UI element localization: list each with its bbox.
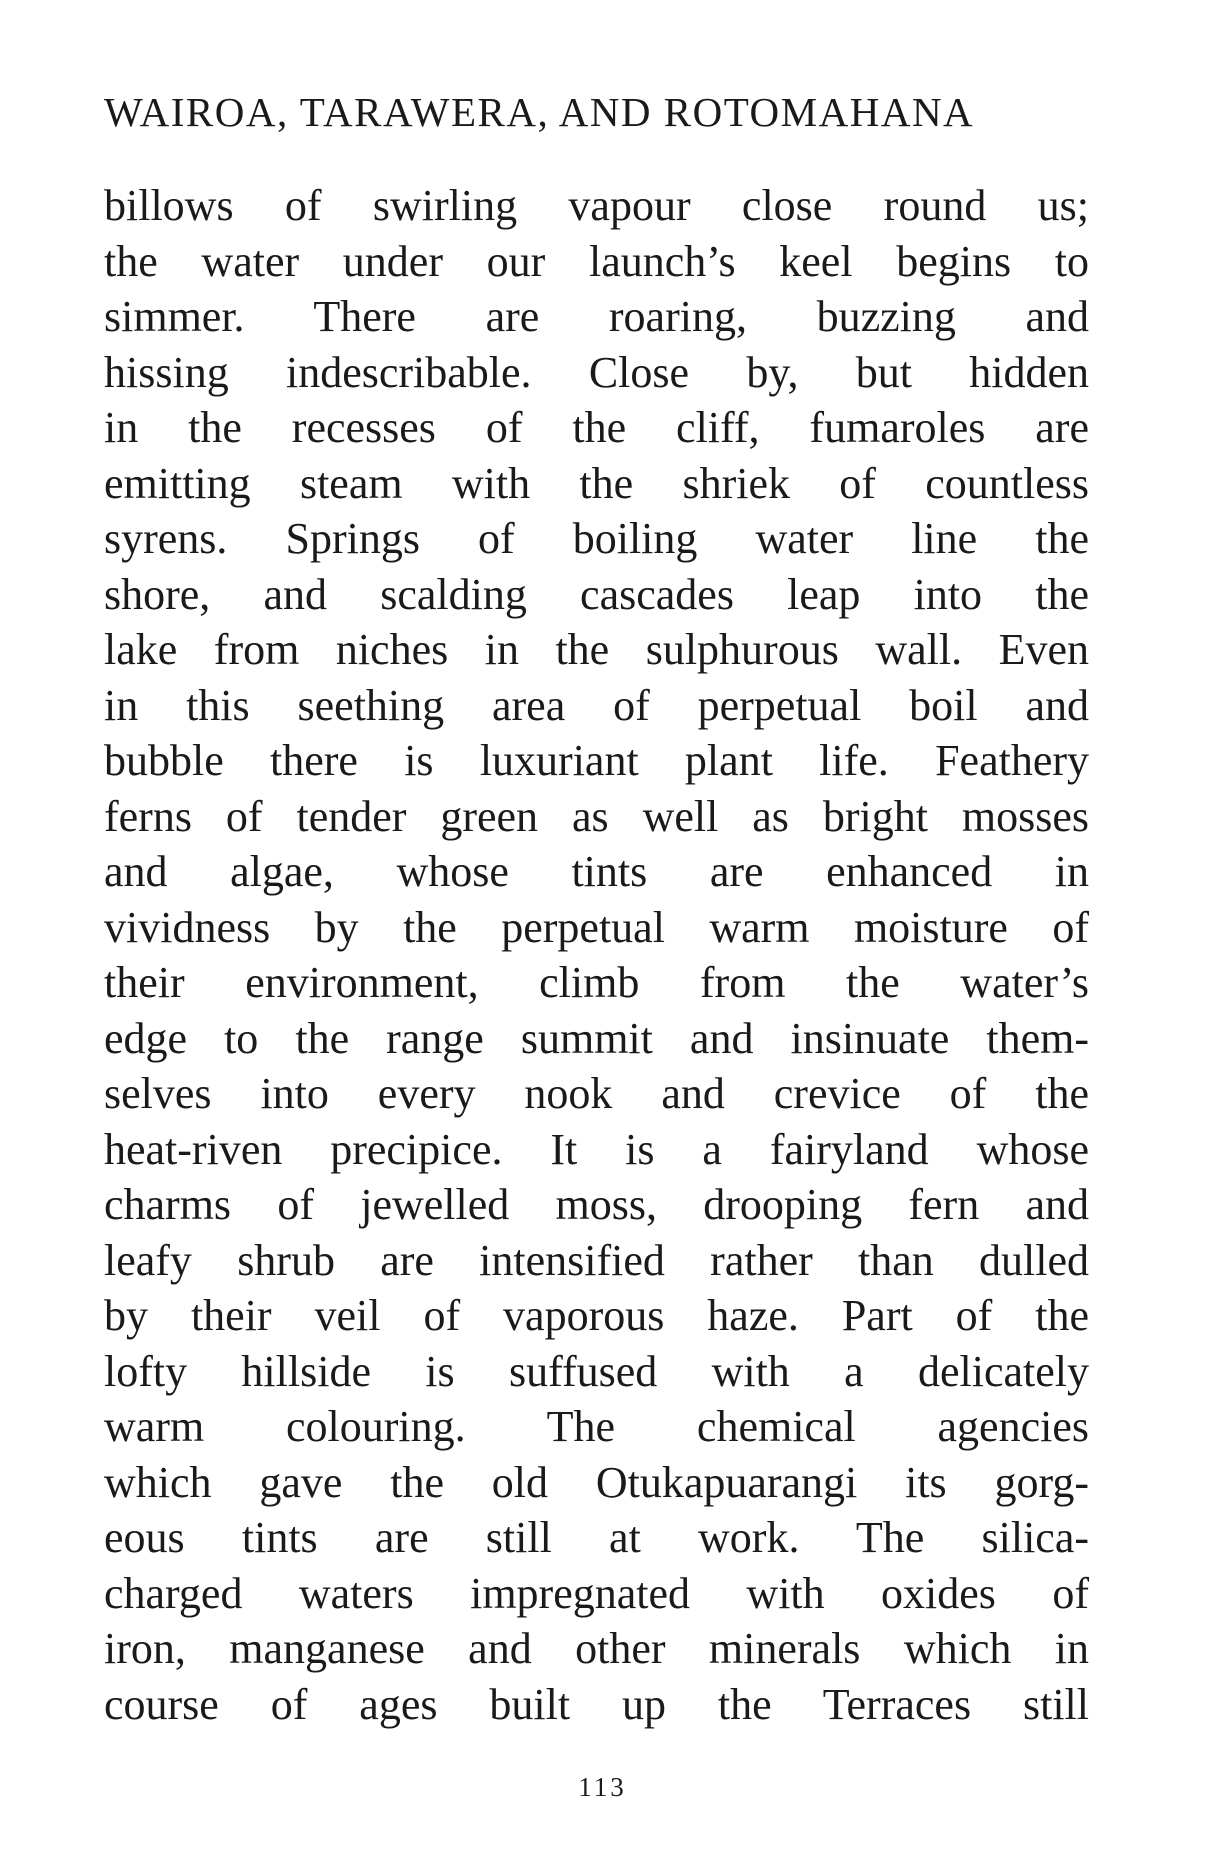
text-line: warm colouring. The chemical agencies (104, 1402, 1089, 1451)
text-line: leafy shrub are intensified rather than dulled (104, 1235, 1089, 1285)
text-line: edge to the range summit and insinuate them- (104, 1013, 1089, 1063)
body-text (104, 178, 1089, 1732)
text-line: heat-riven precipice. It is a fairyland whose (104, 1124, 1089, 1174)
text-line: by their veil of vaporous haze. Part of the (104, 1291, 1089, 1340)
text-line: in the recesses of the cliff, fumaroles are (104, 403, 1089, 452)
text-line: which gave the old Otukapuarangi its gorg- (104, 1457, 1089, 1507)
text-line: selves into every nook and crevice of the (104, 1069, 1089, 1118)
running-head: WAIROA, TARAWERA, AND ROTOMAHANA (104, 89, 975, 135)
text-line: the water under our launch’s keel begins to (104, 236, 1089, 286)
text-line: lake from niches in the sulphurous wall. Even (104, 625, 1089, 674)
text-line: syrens. Springs of boiling water line the (104, 514, 1089, 563)
text-line: bubble there is luxuriant plant life. Feathery (104, 736, 1089, 785)
page-number: 113 (578, 1772, 627, 1802)
text-line: their environment, climb from the water’s (104, 958, 1089, 1007)
text-line: iron, manganese and other minerals which in (104, 1624, 1089, 1673)
text-line: billows of swirling vapour close round us; (104, 181, 1089, 230)
text-line: vividness by the perpetual warm moisture of (104, 902, 1089, 952)
text-line: ferns of tender green as well as bright mosses (104, 791, 1089, 841)
text-line: emitting steam with the shriek of countless (104, 458, 1089, 508)
text-line: simmer. There are roaring, buzzing and (104, 292, 1089, 341)
text-line: shore, and scalding cascades leap into the (104, 569, 1089, 619)
text-line: charged waters impregnated with oxides of (104, 1568, 1089, 1618)
text-line: eous tints are still at work. The silica- (104, 1513, 1089, 1562)
text-line: and algae, whose tints are enhanced in (104, 847, 1089, 896)
text-line: course of ages built up the Terraces still (104, 1679, 1089, 1729)
text-line: in this seething area of perpetual boil and (104, 680, 1089, 730)
text-line: charms of jewelled moss, drooping fern and (104, 1180, 1089, 1229)
text-line: lofty hillside is suffused with a delicately (104, 1346, 1089, 1396)
text-line: hissing indescribable. Close by, but hidden (104, 347, 1089, 397)
